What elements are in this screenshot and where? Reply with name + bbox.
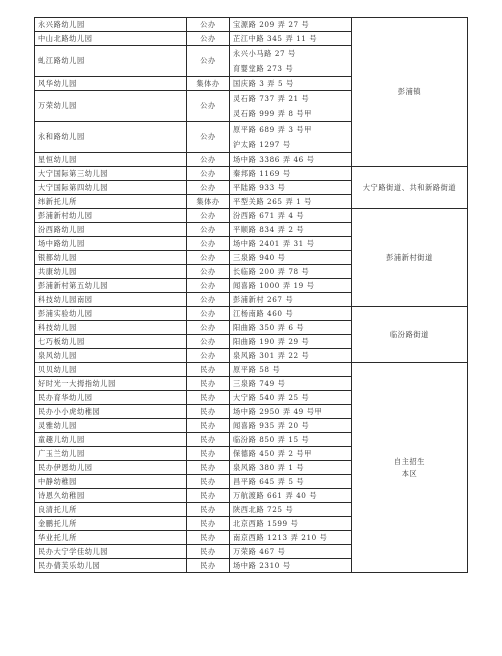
enrollment-area-label: 彭浦新村街道 bbox=[386, 252, 433, 262]
kindergarten-name: 场中路幼儿园 bbox=[35, 237, 187, 251]
kindergarten-name: 七巧板幼儿园 bbox=[35, 335, 187, 349]
address-cell bbox=[230, 531, 352, 545]
address-line: 北京西路 1599 号 bbox=[233, 518, 299, 528]
address-cell bbox=[230, 91, 352, 122]
address-cell bbox=[230, 265, 352, 279]
address-line: 阳曲路 350 弄 6 号 bbox=[233, 322, 305, 332]
address-line: 芷江中路 345 弄 11 号 bbox=[233, 33, 318, 43]
table-row bbox=[35, 18, 468, 32]
school-type: 公办 bbox=[187, 91, 230, 122]
school-type: 民办 bbox=[187, 559, 230, 573]
kindergarten-name: 科技幼儿园南园 bbox=[35, 293, 187, 307]
school-type: 公办 bbox=[187, 209, 230, 223]
address-line: 昌平路 645 弄 5 号 bbox=[233, 476, 305, 486]
kindergarten-name: 贝贝幼儿园 bbox=[35, 363, 187, 377]
address-line: 彭浦新村 267 号 bbox=[233, 294, 294, 304]
table-row bbox=[35, 167, 468, 181]
school-type: 民办 bbox=[187, 503, 230, 517]
address-line: 灵石路 999 弄 8 号甲 bbox=[233, 109, 312, 118]
address-cell bbox=[230, 32, 352, 46]
school-type: 民办 bbox=[187, 419, 230, 433]
address-line: 江杨南路 460 号 bbox=[233, 308, 294, 318]
kindergarten-name: 民办育华幼儿园 bbox=[35, 391, 187, 405]
kindergarten-name: 彭浦实验幼儿园 bbox=[35, 307, 187, 321]
kindergarten-name: 良清托儿所 bbox=[35, 503, 187, 517]
kindergarten-name: 中山北路幼儿园 bbox=[35, 32, 187, 46]
kindergarten-name: 永兴路幼儿园 bbox=[35, 18, 187, 32]
address-cell bbox=[230, 335, 352, 349]
address-cell bbox=[230, 405, 352, 419]
kindergarten-name: 童趣儿幼儿园 bbox=[35, 433, 187, 447]
address-line: 陕西北路 725 号 bbox=[233, 504, 294, 514]
address-cell bbox=[230, 167, 352, 181]
enrollment-area bbox=[352, 167, 468, 209]
address-cell bbox=[230, 237, 352, 251]
school-type: 民办 bbox=[187, 475, 230, 489]
enrollment-area bbox=[352, 18, 468, 167]
kindergarten-name: 彭浦新村第五幼儿园 bbox=[35, 279, 187, 293]
address-line: 秦邦路 1169 号 bbox=[233, 168, 291, 178]
address-cell bbox=[230, 46, 352, 77]
address-cell bbox=[230, 391, 352, 405]
kindergarten-name: 彭浦新村幼儿园 bbox=[35, 209, 187, 223]
school-type: 公办 bbox=[187, 293, 230, 307]
school-type: 公办 bbox=[187, 279, 230, 293]
kindergarten-name: 银都幼儿园 bbox=[35, 251, 187, 265]
kindergarten-name: 万荣幼儿园 bbox=[35, 91, 187, 122]
address-line: 场中路 3386 弄 46 号 bbox=[233, 154, 315, 164]
address-line: 平陆路 933 号 bbox=[233, 182, 286, 192]
school-type: 公办 bbox=[187, 18, 230, 32]
school-type: 公办 bbox=[187, 32, 230, 46]
address-line: 汾西路 671 弄 4 号 bbox=[233, 210, 305, 220]
kindergarten-name: 民办倩芙乐幼儿园 bbox=[35, 559, 187, 573]
address-line: 三泉路 940 号 bbox=[233, 252, 286, 262]
address-cell bbox=[230, 181, 352, 195]
kindergarten-name: 民办大宁学佳幼儿园 bbox=[35, 545, 187, 559]
address-cell bbox=[230, 18, 352, 32]
school-type: 公办 bbox=[187, 153, 230, 167]
address-line: 三泉路 749 号 bbox=[233, 378, 286, 388]
address-cell bbox=[230, 195, 352, 209]
enrollment-area bbox=[352, 363, 468, 573]
school-type: 公办 bbox=[187, 307, 230, 321]
address-line: 场中路 2950 弄 49 号甲 bbox=[233, 406, 323, 416]
kindergarten-name: 广玉兰幼儿园 bbox=[35, 447, 187, 461]
kindergarten-name: 纬新托儿所 bbox=[35, 195, 187, 209]
address-line: 宝源路 209 弄 27 号 bbox=[233, 19, 310, 29]
address-cell bbox=[230, 461, 352, 475]
address-line: 沪太路 1297 号 bbox=[233, 140, 291, 149]
address-cell bbox=[230, 153, 352, 167]
kindergarten-name: 永和路幼儿园 bbox=[35, 122, 187, 153]
enrollment-area-label: 大宁路街道、共和新路街道 bbox=[362, 182, 457, 192]
address-line: 保德路 450 弄 2 号甲 bbox=[233, 448, 312, 458]
address-line: 育婴堂路 273 号 bbox=[233, 64, 294, 73]
kindergarten-name: 华业托儿所 bbox=[35, 531, 187, 545]
address-line: 原平路 689 弄 3 号甲 bbox=[233, 125, 312, 134]
kindergarten-name: 虬江路幼儿园 bbox=[35, 46, 187, 77]
kindergarten-name: 民办小小虎幼稚园 bbox=[35, 405, 187, 419]
address-line: 闻喜路 1000 弄 19 号 bbox=[233, 280, 315, 290]
school-type: 公办 bbox=[187, 167, 230, 181]
school-type: 公办 bbox=[187, 265, 230, 279]
address-line: 平型关路 265 弄 1 号 bbox=[233, 196, 312, 206]
school-type: 民办 bbox=[187, 489, 230, 503]
address-cell bbox=[230, 545, 352, 559]
school-type: 民办 bbox=[187, 377, 230, 391]
kindergarten-name: 好时光一大拇指幼儿园 bbox=[35, 377, 187, 391]
address-cell bbox=[230, 307, 352, 321]
address-line: 场中路 2310 号 bbox=[233, 560, 291, 570]
address-cell bbox=[230, 419, 352, 433]
kindergarten-name: 大宁国际第四幼儿园 bbox=[35, 181, 187, 195]
school-type: 民办 bbox=[187, 461, 230, 475]
enrollment-area-label: 本区 bbox=[401, 468, 418, 478]
address-cell bbox=[230, 349, 352, 363]
address-cell bbox=[230, 517, 352, 531]
school-type: 公办 bbox=[187, 181, 230, 195]
school-type: 民办 bbox=[187, 545, 230, 559]
kindergarten-name: 大宁国际第三幼儿园 bbox=[35, 167, 187, 181]
kindergarten-table bbox=[34, 17, 468, 573]
school-type: 公办 bbox=[187, 122, 230, 153]
address-line: 闻喜路 935 弄 20 号 bbox=[233, 420, 310, 430]
school-type: 民办 bbox=[187, 433, 230, 447]
kindergarten-name: 星恒幼儿园 bbox=[35, 153, 187, 167]
school-type: 民办 bbox=[187, 391, 230, 405]
enrollment-area-label: 彭浦镇 bbox=[397, 87, 422, 96]
address-cell bbox=[230, 223, 352, 237]
school-type: 公办 bbox=[187, 223, 230, 237]
address-line: 临汾路 850 弄 15 号 bbox=[233, 434, 310, 444]
school-type: 公办 bbox=[187, 335, 230, 349]
address-line: 泉风路 301 弄 22 号 bbox=[233, 350, 310, 360]
school-type: 公办 bbox=[187, 349, 230, 363]
school-type: 公办 bbox=[187, 251, 230, 265]
address-cell bbox=[230, 122, 352, 153]
address-cell bbox=[230, 559, 352, 573]
address-line: 泉风路 380 弄 1 号 bbox=[233, 462, 305, 472]
address-cell bbox=[230, 489, 352, 503]
kindergarten-name: 泉风幼儿园 bbox=[35, 349, 187, 363]
table-row bbox=[35, 363, 468, 377]
address-cell bbox=[230, 279, 352, 293]
kindergarten-name: 金鹏托儿所 bbox=[35, 517, 187, 531]
address-line: 永兴小马路 27 号 bbox=[233, 49, 296, 58]
table-row bbox=[35, 209, 468, 223]
table-row bbox=[35, 307, 468, 321]
school-type: 集体办 bbox=[187, 77, 230, 91]
address-line: 平顺路 834 弄 2 号 bbox=[233, 224, 305, 234]
address-cell bbox=[230, 363, 352, 377]
enrollment-area bbox=[352, 209, 468, 307]
table-body bbox=[35, 18, 468, 573]
address-cell bbox=[230, 321, 352, 335]
enrollment-area-label: 临汾路街道 bbox=[390, 329, 429, 339]
school-type: 民办 bbox=[187, 531, 230, 545]
address-line: 原平路 58 号 bbox=[233, 364, 281, 374]
address-cell bbox=[230, 77, 352, 91]
kindergarten-name: 民办伊恩幼儿园 bbox=[35, 461, 187, 475]
address-line: 万荣路 467 号 bbox=[233, 546, 286, 556]
address-cell bbox=[230, 377, 352, 391]
kindergarten-name: 共康幼儿园 bbox=[35, 265, 187, 279]
address-line: 场中路 2401 弄 31 号 bbox=[233, 238, 315, 248]
kindergarten-name: 灵雅幼儿园 bbox=[35, 419, 187, 433]
kindergarten-name: 风华幼儿园 bbox=[35, 77, 187, 91]
address-cell bbox=[230, 503, 352, 517]
school-type: 民办 bbox=[187, 517, 230, 531]
address-cell bbox=[230, 251, 352, 265]
address-cell bbox=[230, 433, 352, 447]
school-type: 公办 bbox=[187, 46, 230, 77]
school-type: 民办 bbox=[187, 447, 230, 461]
enrollment-area-label: 自主招生 bbox=[393, 456, 426, 466]
address-cell bbox=[230, 209, 352, 223]
school-type: 民办 bbox=[187, 405, 230, 419]
address-line: 国庆路 3 弄 5 号 bbox=[233, 78, 294, 88]
school-type: 民办 bbox=[187, 363, 230, 377]
school-type: 公办 bbox=[187, 321, 230, 335]
address-cell bbox=[230, 447, 352, 461]
address-line: 灵石路 737 弄 21 号 bbox=[233, 94, 310, 103]
kindergarten-name: 中静幼稚园 bbox=[35, 475, 187, 489]
kindergarten-name: 诗恩久幼稚园 bbox=[35, 489, 187, 503]
address-line: 南京西路 1213 弄 210 号 bbox=[233, 532, 328, 542]
enrollment-area bbox=[352, 307, 468, 363]
address-line: 阳曲路 190 弄 29 号 bbox=[233, 336, 310, 346]
kindergarten-name: 汾西路幼儿园 bbox=[35, 223, 187, 237]
address-line: 长临路 200 弄 78 号 bbox=[233, 266, 310, 276]
address-line: 万航渡路 661 弄 40 号 bbox=[233, 490, 318, 500]
school-type: 公办 bbox=[187, 237, 230, 251]
school-type: 集体办 bbox=[187, 195, 230, 209]
address-line: 大宁路 540 弄 25 号 bbox=[233, 392, 310, 402]
address-cell bbox=[230, 293, 352, 307]
address-cell bbox=[230, 475, 352, 489]
kindergarten-name: 科技幼儿园 bbox=[35, 321, 187, 335]
